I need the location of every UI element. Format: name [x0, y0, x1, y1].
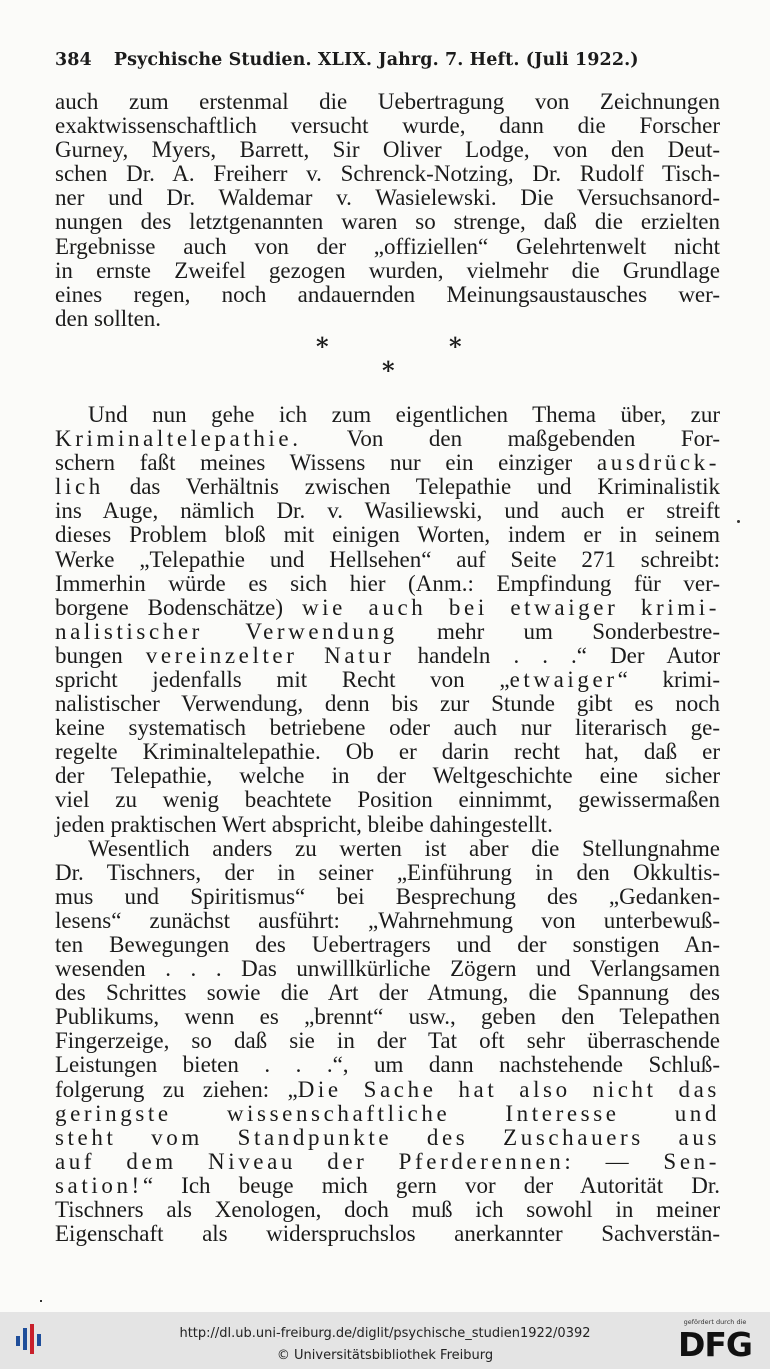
dfg-logo: DFG — [677, 1325, 753, 1364]
spaced-emphasis: ausdrück- — [596, 450, 720, 476]
body-text — [55, 90, 720, 1246]
text-run: mehr um Sonderbestre- — [397, 618, 720, 644]
text-line — [55, 427, 720, 451]
text-line: Fingerzeige, so daß sie in der Tat oft sehr überraschende — [55, 1028, 720, 1054]
text-run: Von den maßgebenden For- — [301, 426, 720, 452]
text-run: folgerung zu ziehen: „ — [55, 1076, 298, 1102]
text-run: bungen — [55, 642, 146, 668]
text-line — [55, 668, 720, 692]
scan-speck — [40, 1300, 42, 1302]
text-line: Leistungen bieten . . .“, um dann nachstehende Schluß- — [55, 1052, 720, 1078]
text-line: Eigenschaft als widerspruchslos anerkannter Sachverstän- — [55, 1221, 720, 1247]
spaced-emphasis: lich — [55, 474, 104, 500]
text-line — [55, 620, 720, 644]
text-run: das Verhältnis zwischen Telepathie und Kriminalistik — [103, 474, 720, 500]
spaced-emphasis: etwaiger — [509, 666, 618, 692]
text-line: regelte Kriminaltelepathie. Ob er darin recht hat, daß er — [55, 739, 720, 765]
asterisk: * — [316, 332, 329, 361]
text-line: Dr. Tischners, der in seiner „Einführung in den Okkultis- — [55, 859, 720, 885]
text-line: Gurney, Myers, Barrett, Sir Oliver Lodge, von den Deut- — [55, 137, 720, 163]
text-line: ins Auge, nämlich Dr. v. Wasiliewski, und auch er streift — [55, 498, 720, 524]
text-line — [55, 1174, 720, 1198]
text-line: Werke „Telepathie und Hellsehen“ auf Seite 271 schreibt: — [55, 546, 720, 572]
text-line: ten Bewegungen des Uebertragers und der sonstigen An- — [55, 932, 720, 957]
text-line: Immerhin würde es sich hier (Anm.: Empfindung für ver- — [55, 570, 720, 596]
text-line: ner und Dr. Waldemar v. Wasielewski. Die Versuchsanord- — [55, 185, 720, 211]
text-run: spricht jedenfalls mit Recht von „ — [55, 666, 510, 692]
text-line: auch zum erstenmal die Uebertragung von Zeichnungen — [55, 89, 720, 114]
asterisk: * — [382, 356, 395, 385]
text-run: handeln . . .“ Der Autor — [394, 642, 720, 668]
text-line: Wesentlich anders zu werten ist aber die Stellungnahme — [88, 835, 720, 861]
text-line — [55, 1078, 720, 1102]
text-line: eines regen, noch andauernden Meinungsaustausches wer- — [55, 281, 720, 307]
text-line: schen Dr. A. Freiherr v. Schrenck-Notzing, Dr. Rudolf Tisch- — [55, 161, 720, 187]
paragraph-1 — [55, 90, 720, 331]
text-line: den sollten. — [55, 305, 162, 331]
margin-mark — [737, 520, 740, 523]
text-run: schern faßt meines Wissens nur ein einziger — [55, 450, 597, 476]
paragraph-3 — [55, 837, 720, 1247]
text-run: “ krimi- — [617, 666, 721, 692]
paragraph-2 — [55, 403, 720, 837]
text-line: nungen des letztgenannten waren so strenge, daß die erzielten — [55, 209, 720, 235]
text-line: Publikums, wenn es „brennt“ usw., geben den Telepathen — [55, 1004, 720, 1030]
spaced-emphasis: wie auch bei etwaiger krimi- — [301, 594, 720, 620]
source-url-link[interactable]: http://dl.ub.uni-freiburg.de/diglit/psychische_studien1922/0392 — [179, 1326, 591, 1341]
text-line: dieses Problem bloß mit einigen Worten, indem er in seinem — [55, 522, 720, 548]
asterisk: * — [449, 332, 462, 361]
text-line: lesens“ zunächst ausführt: „Wahrnehmung von unterbewuß- — [55, 907, 720, 933]
text-line: mus und Spiritismus“ bei Besprechung des „Gedanken- — [55, 883, 720, 909]
text-line: des Schrittes sowie die Art der Atmung, die Spannung des — [55, 980, 720, 1006]
text-line: exaktwissenschaftlich versucht wurde, dann die Forscher — [55, 113, 720, 139]
text-run: borgene Bodenschätze) — [55, 594, 302, 620]
text-line: Ergebnisse auch von der „offiziellen“ Gelehrtenwelt nicht — [55, 233, 720, 259]
text-line — [55, 596, 720, 620]
running-header — [55, 50, 720, 70]
running-title: Psychische Studien. XLIX. Jahrg. 7. Heft. (Juli 1922.) — [113, 50, 639, 70]
text-line: auf dem Niveau der Pferderennen: — Sen- — [55, 1148, 720, 1174]
text-line: keine systematisch betriebene oder auch nur literarisch ge- — [55, 715, 720, 741]
text-line: jeden praktischen Wert abspricht, bleibe dahingestellt. — [55, 811, 553, 837]
text-line — [55, 644, 720, 668]
text-line: der Telepathie, welche in der Weltgeschichte eine sicher — [55, 763, 720, 789]
spaced-emphasis: Die Sache hat also nicht das — [297, 1076, 720, 1102]
text-line: geringste wissenschaftliche Interesse und — [55, 1100, 720, 1126]
text-line: Tischners als Xenologen, doch muß ich sowohl in meiner — [55, 1197, 720, 1223]
text-line: steht vom Standpunkte des Zuschauers aus — [55, 1124, 720, 1150]
text-line: viel zu wenig beachtete Position einnimmt, gewissermaßen — [55, 787, 720, 813]
dfg-tagline: gefördert durch die — [683, 1318, 747, 1326]
text-line: Und nun gehe ich zum eigentlichen Thema über, zur — [88, 401, 720, 427]
copyright-notice: © Universitätsbibliothek Freiburg — [276, 1348, 494, 1363]
spaced-emphasis: nalistischer Verwendung — [55, 618, 398, 644]
text-line: wesenden . . . Das unwillkürliche Zögern und Verlangsamen — [55, 956, 720, 982]
text-line — [55, 475, 720, 499]
text-line: in ernste Zweifel gezogen wurden, vielmehr die Grundlage — [55, 257, 720, 283]
page-number: 384 — [55, 50, 92, 70]
text-line: nalistischer Verwendung, denn bis zur Stunde gibt es noch — [55, 691, 720, 717]
spaced-emphasis: Kriminaltelepathie. — [55, 426, 302, 452]
spaced-emphasis: sation! — [55, 1172, 143, 1198]
text-line — [55, 451, 720, 475]
spaced-emphasis: vereinzelter Natur — [145, 642, 395, 668]
text-run: “ Ich beuge mich gern vor der Autorität Dr. — [142, 1172, 720, 1198]
